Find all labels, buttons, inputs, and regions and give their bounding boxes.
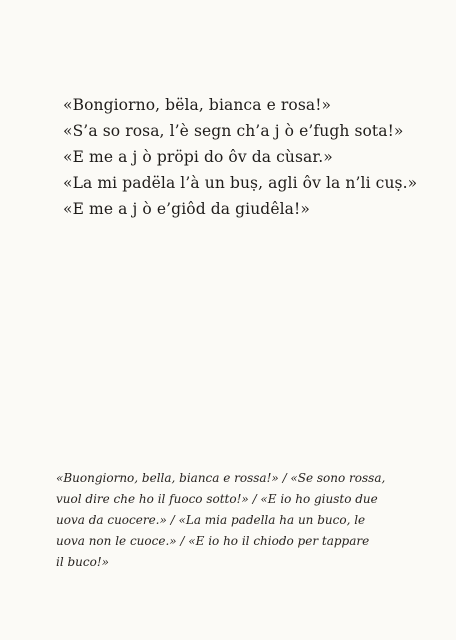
poem-line: «E me a j ò pröpi do ôv da cùsar.» <box>63 148 333 166</box>
poem-line: «Bongiorno, bëla, bianca e rosa!» <box>63 96 332 114</box>
italian-translation <box>56 468 396 573</box>
translation-line: «Buongiorno, bella, bianca e rossa!» / «Se sono rossa, <box>56 471 386 485</box>
dialect-poem <box>63 92 418 222</box>
poem-line: «E me a j ò e’giôd da giudêla!» <box>63 200 310 218</box>
translation-line: vuol dire che ho il fuoco sotto!» / «E io ho giusto due <box>56 492 378 506</box>
poem-line: «La mi padëla l’à un buṣ, agli ôv la n’li cuṣ.» <box>63 174 418 192</box>
poem-line: «S’a so rosa, l’è segn ch’a j ò e’fugh sota!» <box>63 122 404 140</box>
translation-line: il buco!» <box>56 555 110 569</box>
translation-line: uova da cuocere.» / «La mia padella ha un buco, le <box>56 513 366 527</box>
translation-line: uova non le cuoce.» / «E io ho il chiodo per tappare <box>56 534 370 548</box>
